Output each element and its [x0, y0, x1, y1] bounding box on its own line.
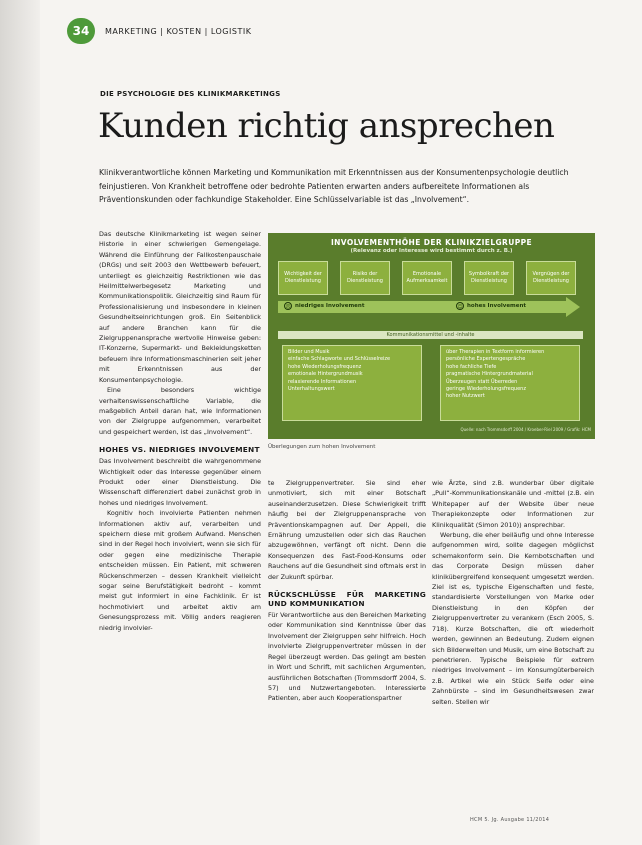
- page-number-badge: 34: [67, 18, 95, 44]
- column-2: [268, 478, 426, 704]
- list-item: über Therapien in Textform informieren: [446, 349, 545, 355]
- diagram-title: INVOLVEMENTHÖHE DER KLINIKZIELGRUPPE: [330, 238, 533, 247]
- page-footer: HCM 5. Jg. Ausgabe 11/2014: [470, 817, 550, 823]
- paragraph: Für Verantwortliche aus den Bereichen Marketing oder Kommunikation sind Kenntnisse über das Involvement der Zielgruppen sehr hilfreich. Hoch involvierte Zielgruppenvertreter müssen in der Regel überzeugt werden. Das gelingt am besten in Wort und Schrift, mit sachlichen Argumenten, ausführlichen Botschaften (Trommsdorff 2004, S. 57) und Nutzwertangeboten. Interessierte Patienten, aber auch Kooperationspartner: [268, 611, 426, 703]
- article-title: Kunden richtig ansprechen: [98, 106, 555, 146]
- list-item: Überzeugen statt Überreden: [446, 378, 518, 385]
- factor-box: Wichtigkeit der Dienstleistung: [278, 261, 328, 295]
- paragraph: Eine besonders wichtige verhaltenswissenschaftliche Variable, die maßgeblich Anteil daran hat, wie Informationen von der Zielgruppe aufgenommen, verarbeitet und gespeichert werden, ist das „Involvement“.: [99, 386, 261, 436]
- paragraph: wie Ärzte, sind z.B. wunderbar über digitale „Pull“-Kommunikationskanäle und -mittel (z.B. ein Whitepaper auf der Website über neue Therapiekonzepte oder Informationen zur Klinikqualität (Simon 2010)) ansprechbar.: [432, 479, 594, 529]
- diagram-caption: Überlegungen zum hohen Involvement: [268, 444, 376, 450]
- list-item: hohe fachliche Tiefe: [446, 363, 497, 370]
- list-item: Unterhaltungswert: [288, 386, 335, 393]
- high-involvement-list: [440, 345, 580, 421]
- paragraph: Werbung, die eher beiläufig und ohne Interesse aufgenommen wird, sollte dagegen möglichst schemakonform sein. Die Kernbotschaften und das Corporate Design müssen daher klinikübergreifend konsequent umgesetzt werden. Ziel ist es, typische Eigenschaften und feste, standardisierte Vorstellungen von Marke oder Dienstleistung in den Köpfen der Zielgruppenvertreter zu verankern (Esch 2005, S. 718). Kurze Botschaften, die oft wiederholt werden, gewinnen an Bedeutung. Zudem eignen sich Bilderwelten und Musik, um eine Botschaft zu penetrieren. Typische Beispiele für extrem niedriges Involvement – im Konsumgüterbereich z.B. Artikel wie ein Stück Seife oder eine Zahnbürste – sind im Gesundheitswesen zwar selten. Stellen wir: [432, 531, 594, 706]
- arrow-head: [566, 297, 580, 317]
- low-label-text: niedriges Involvement: [295, 303, 365, 309]
- involvement-diagram: [268, 233, 595, 439]
- column-1: [99, 229, 261, 633]
- diagram-source: Quelle: nach Trommsdorff 2004 / Kroeber-Riel 2009 / Grafik: HCM: [460, 427, 591, 432]
- paragraph: Das deutsche Klinikmarketing ist wegen seiner Historie in einer schwierigen Gemengelage. Während die Einführung der Fallkostenpauschale (DRGs) und seit 2003 den Wettbewerb befeuert, unterliegt es gleichzeitig Restriktionen wie das Heilmittelwerbegesetz Marketing und Kommunikationspolitik. Gleichzeitig sind Raum für Professionalisierung und insbesondere in kleinen Gesundheitseinrichtungen groß. Ein Seitenblick auf andere Branchen kann für die Zielgruppenansprache wertvolle Hinweise geben: IT-Konzerne, Supermarkt- und Bekleidungsketten befeuern ihre Informationsmaschinerien seit jeher mit Erkenntnissen aus der Konsumentenpsychologie.: [99, 230, 261, 384]
- low-involvement-list: [282, 345, 422, 421]
- factor-box: Symbolkraft der Dienstleistung: [464, 261, 514, 295]
- article-kicker: DIE PSYCHOLOGIE DES KLINIKMARKETINGS: [100, 90, 281, 98]
- page-gutter-shadow: [0, 0, 40, 845]
- factor-box: Risiko der Dienstleistung: [340, 261, 390, 295]
- list-item: emotionale Hintergrundmusik: [288, 371, 363, 378]
- factor-box: Vergnügen der Dienstleistung: [526, 261, 576, 295]
- section-heading: HOHES VS. NIEDRIGES INVOLVEMENT: [99, 445, 260, 455]
- list-item: persönliche Expertengespräche: [446, 356, 526, 363]
- high-involvement-label: [456, 302, 526, 310]
- happy-face-icon: ☺: [457, 304, 463, 310]
- list-item: geringe Wiederholungsfrequenz: [446, 386, 526, 393]
- factor-box: Emotionale Aufmerksamkeit: [402, 261, 452, 295]
- paragraph: te Zielgruppenvertreter. Sie sind eher unmotiviert, sich mit einer Botschaft auseinanderzusetzen. Diese Schwierigkeit trifft häufig bei der Zielgruppenansprache von Präventionskampagnen auf. Der Appell, die Ernährung umzustellen oder sich das Rauchen abzugewöhnen, verfängt oft nicht. Denn die Konsequenzen des Fast-Food-Konsums oder Rauchens auf die Gesundheit sind oftmals erst in der Zukunft spürbar.: [268, 479, 426, 581]
- high-label-text: hohes Involvement: [467, 303, 527, 309]
- list-item: hoher Nutzwert: [446, 393, 485, 400]
- diagram-subtitle: (Relevanz oder Interesse wird bestimmt durch z. B.): [350, 248, 513, 254]
- list-item: relaxierende Informationen: [288, 378, 357, 385]
- list-item: einfache Schlagworte und Schlüsselreize: [288, 356, 391, 363]
- low-involvement-label: [284, 302, 364, 310]
- section-heading: RÜCKSCHLÜSSE FÜR MARKETING UND KOMMUNIKATION: [268, 590, 426, 609]
- paragraph: Das Involvement beschreibt die wahrgenommene Wichtigkeit oder das Interesse gegenüber einem Produkt oder einer Dienstleistung. Die Wissenschaft differenziert dabei zunächst grob in hohes und niedriges Involvement.: [99, 457, 261, 507]
- section-label: MARKETING | KOSTEN | LOGISTIK: [105, 26, 252, 36]
- sad-face-icon: ☹: [285, 304, 291, 310]
- paragraph: Kognitiv hoch involvierte Patienten nehmen Informationen aktiv auf, verarbeiten und speichern diese mit großem Aufwand. Menschen sind in der Regel hoch involviert, wenn sie sich für oder gegen eine medizinische Therapie entscheiden müssen. Ein Patient, mit schweren Rückenschmerzen – dessen Krankheit vielleicht sogar seine Berufstätigkeit bedroht – kommt meist gut informiert in eine Fachklinik. Er ist hochmotiviert und arbeitet aktiv am Genesungsprozess mit. Völlig anders reagieren niedrig involvier-: [99, 509, 261, 632]
- page-header: [67, 18, 251, 44]
- list-item: Bilder und Musik: [288, 349, 330, 355]
- article-lead: Klinikverantwortliche können Marketing und Kommunikation mit Erkenntnissen aus der Konsumentenpsychologie deutlich feinjustieren. Von Krankheit betroffene oder bedrohte Patienten erwarten anders aufbereitete Informationen als Präventionskunden oder fachkundige Stakeholder. Eine Schlüsselvariable ist das „Involvement“.: [99, 168, 569, 204]
- list-item: pragmatische Hintergrundmaterial: [446, 371, 533, 378]
- column-3: [432, 478, 594, 707]
- communication-bar: Kommunikationsmittel und -inhalte: [278, 331, 583, 339]
- list-item: hohe Wiederholungsfrequenz: [288, 363, 362, 370]
